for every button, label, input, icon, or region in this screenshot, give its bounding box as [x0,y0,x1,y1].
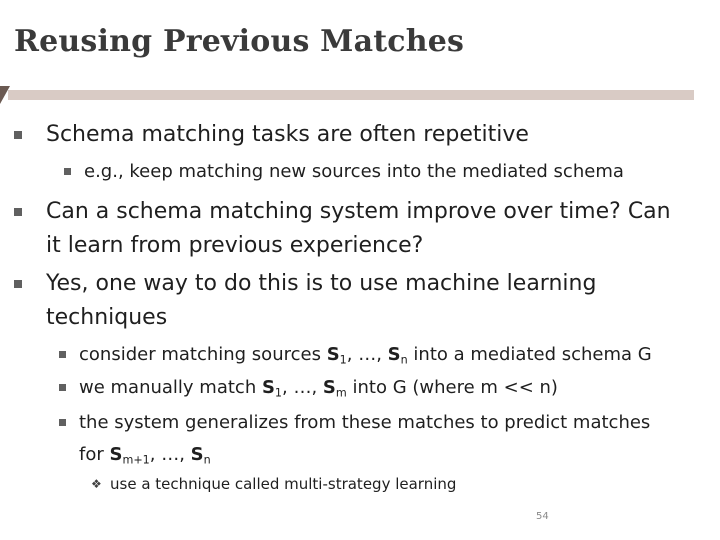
bullet-text-line1: Yes, one way to do this is to use machine learning [46,271,597,296]
text-segment: consider matching sources [79,344,327,365]
subbullet-system-generalizes [79,407,650,476]
subscript: m+1 [122,453,150,467]
text-segment: , …, [149,444,191,465]
bullet-text: Schema matching tasks are often repetitive [46,122,529,147]
bullet-schema-repetitive [46,118,529,152]
text-segment: for [79,444,110,465]
subscript: m [335,386,347,400]
square-bullet-icon [14,208,22,216]
text-segment: , …, [282,377,323,398]
schema-symbol: S [109,444,123,465]
bullet-text-line1: the system generalizes from these matches to predict matches [79,412,651,433]
square-bullet-icon [14,280,22,288]
title-underline-bar [8,90,694,100]
bullet-text-line2: techniques [46,305,168,330]
subscript: 1 [339,353,347,367]
diamond-bullet-icon: ❖ [91,477,102,491]
schema-symbol: S [326,344,340,365]
page-number: 54 [536,511,549,522]
subbullet-consider-sources [79,339,652,376]
title-corner-accent [0,86,10,104]
subsubbullet-multi-strategy [91,473,457,495]
square-bullet-icon [59,384,66,391]
schema-symbol: S [190,444,204,465]
schema-symbol: S [322,377,336,398]
subscript: 1 [274,386,283,400]
subbullet-mediated-schema [84,156,624,188]
schema-symbol: S [387,344,401,365]
subscript: n [203,453,211,467]
text-segment: into a mediated schema G [407,344,652,365]
slide-title: Reusing Previous Matches [14,24,465,59]
bullet-machine-learning [46,267,596,335]
square-bullet-icon [64,168,71,175]
square-bullet-icon [59,419,66,426]
subbullet-manual-match [79,372,558,409]
text-segment: , …, [346,344,388,365]
bullet-text: use a technique called multi-strategy learning [110,475,457,493]
square-bullet-icon [14,131,22,139]
bullet-text: e.g., keep matching new sources into the mediated schema [84,161,624,182]
schema-symbol: S [261,377,275,398]
text-segment: we manually match [79,377,262,398]
bullet-text-line2: it learn from previous experience? [46,233,424,258]
bullet-text-line1: Can a schema matching system improve over time? Can [46,199,671,224]
subscript: n [400,353,408,367]
square-bullet-icon [59,351,66,358]
bullet-improve-over-time [46,195,671,263]
text-segment: into G (where m << n) [346,377,558,398]
